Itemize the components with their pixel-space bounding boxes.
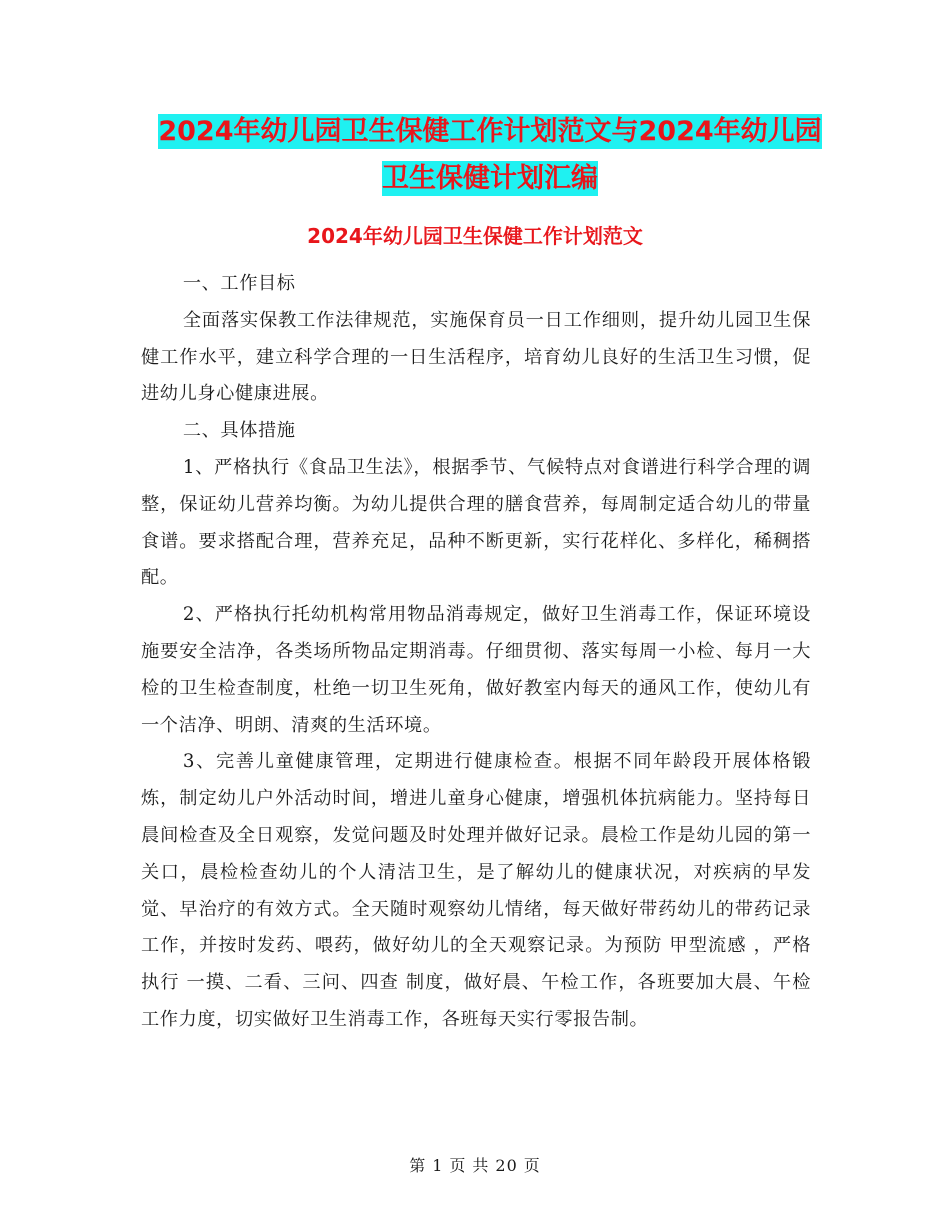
heading-measures: 二、具体措施	[182, 420, 296, 442]
footer-label-page-unit: 页	[449, 1156, 467, 1175]
footer-current-page: 1	[432, 1156, 444, 1175]
document-title-line-1: 2024年幼儿园卫生保健工作计划范文与2024年幼儿园	[158, 116, 822, 147]
document-body	[141, 272, 811, 1039]
footer-label-total: 共	[472, 1156, 490, 1175]
heading-goals: 一、工作目标	[182, 273, 296, 294]
footer-label-total-unit: 页	[523, 1156, 541, 1175]
document-title-line-2: 卫生保健计划汇编	[382, 163, 598, 194]
page-footer	[0, 1153, 950, 1176]
document-title	[140, 108, 840, 202]
footer-total-pages: 20	[495, 1156, 518, 1175]
section-title: 2024年幼儿园卫生保健工作计划范文	[307, 224, 643, 248]
paragraph-goals: 全面落实保教工作法律规范，实施保育员一日工作细则，提升幼儿园卫生保健工作水平，建立科学合理的一日生活程序，培育幼儿良好的生活卫生习惯，促进幼儿身心健康进展。	[141, 309, 811, 405]
paragraph-measure-2: 2、严格执行托幼机构常用物品消毒规定，做好卫生消毒工作，保证环境设施要安全洁净，各类场所物品定期消毒。仔细贯彻、落实每周一小检、每月一大检的卫生检查制度，杜绝一切卫生死角，做好教室内每天的通风工作，使幼儿有一个洁净、明朗、清爽的生活环境。	[141, 604, 811, 736]
paragraph-measure-3: 3、完善儿童健康管理，定期进行健康检查。根据不同年龄段开展体格锻炼，制定幼儿户外活动时间，增进儿童身心健康，增强机体抗病能力。坚持每日晨间检查及全日观察，发觉问题及时处理并做好记录。晨检工作是幼儿园的第一关口，晨检检查幼儿的个人清洁卫生，是了解幼儿的健康状况，对疾病的早发觉、早治疗的有效方式。全天随时观察幼儿情绪，每天做好带药幼儿的带药记录工作，并按时发药、喂药，做好幼儿的全天观察记录。为预防 甲型流感 ，严格执行 一摸、二看、三问、四查 制度，做好晨、午检工作，各班要加大晨、午检工作力度，切实做好卫生消毒工作，各班每天实行零报告制。	[141, 751, 811, 1030]
footer-label-page: 第	[409, 1156, 427, 1175]
paragraph-measure-1: 1、严格执行《食品卫生法》，根据季节、气候特点对食谱进行科学合理的调整，保证幼儿营养均衡。为幼儿提供合理的膳食营养，每周制定适合幼儿的带量食谱。要求搭配合理，营养充足，品种不断更新，实行花样化、多样化，稀稠搭配。	[141, 456, 811, 589]
